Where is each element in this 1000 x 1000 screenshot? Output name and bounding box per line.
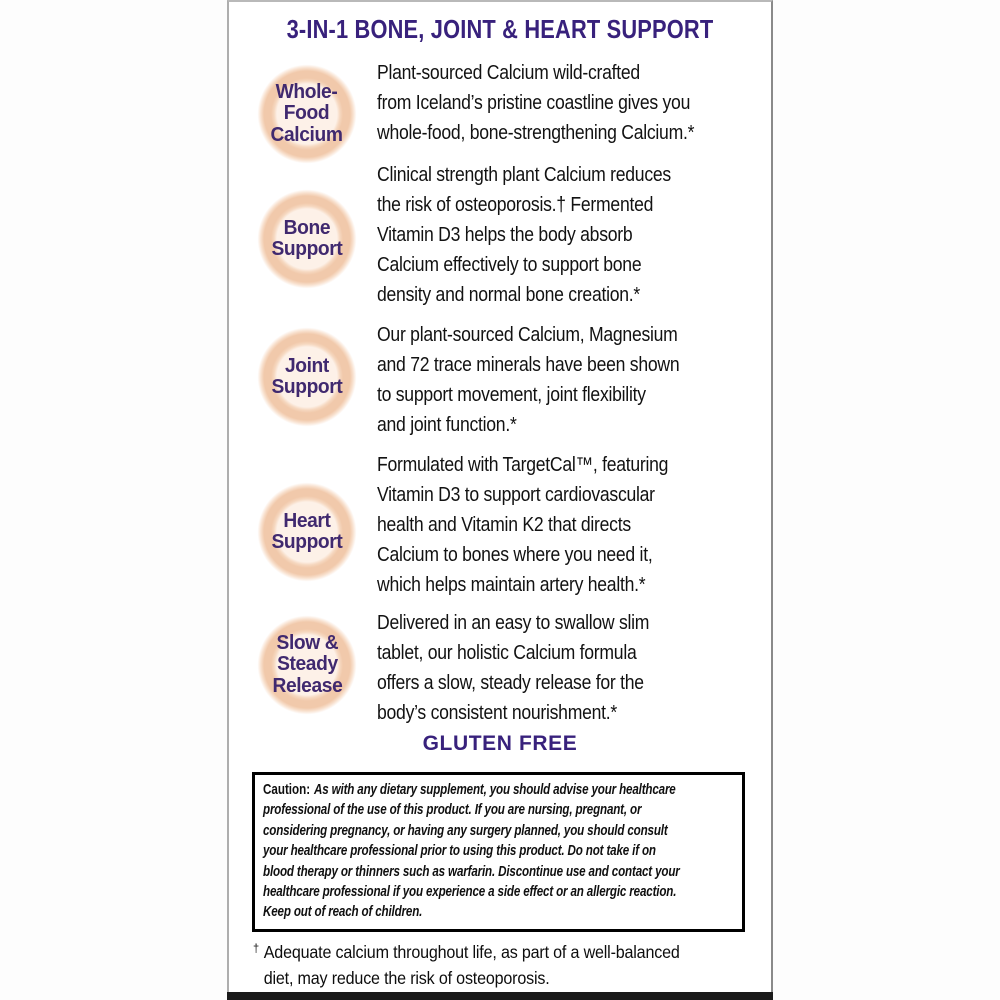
slow-steady-release-badge: [257, 615, 357, 715]
joint-support-badge: [257, 327, 357, 427]
badge-column: [255, 450, 359, 582]
benefit-row-bone-support: [255, 160, 807, 310]
badge-column: [255, 58, 359, 164]
supplement-label-panel: [227, 0, 773, 1000]
page-title: 3-IN-1 BONE, JOINT & HEART SUPPORT: [286, 14, 714, 44]
badge-label: Whole- Food Calcium: [270, 80, 343, 146]
caution-box: [252, 772, 745, 932]
benefit-row-whole-food-calcium: [255, 58, 807, 164]
benefit-text-slow-steady-release: Delivered in an easy to swallow slim tablet, our holistic Calcium formula offers a slow, steady release for the body’s consistent nourishment.*: [377, 612, 650, 724]
badge-label: Slow & Steady Release: [272, 631, 342, 697]
whole-food-calcium-badge: [257, 64, 357, 164]
gluten-free-text: GLUTEN FREE: [422, 732, 578, 755]
label-bottom-edge: [227, 992, 773, 1000]
badge-column: [255, 160, 359, 289]
benefit-text-heart-support: Formulated with TargetCal™, featuring Vitamin D3 to support cardiovascular health and Vitamin K2 that directs Calcium to bones where you need it, which helps maintain artery health.*: [377, 454, 669, 596]
benefit-text-whole-food-calcium: Plant-sourced Calcium wild-crafted from Iceland’s pristine coastline gives you whole-food, bone-strengthening Calcium.*: [377, 62, 695, 144]
badge-label: Heart Support: [271, 509, 343, 553]
badge-label: Joint Support: [271, 354, 343, 398]
caution-text: [263, 780, 734, 923]
dagger-footnote-mark: †: [253, 941, 260, 955]
badge-column: [255, 608, 359, 715]
footnote-text: Adequate calcium throughout life, as part of a well-balanced diet, may reduce the risk of osteoporosis.: [263, 942, 680, 988]
badge-label: Bone Support: [271, 216, 343, 260]
badge-column: [255, 320, 359, 427]
benefit-row-slow-steady-release: [255, 608, 807, 728]
caution-body: As with any dietary supplement, you should advise your healthcare professional of the use of this product. If you are nursing, pregnant, or considering pregnancy, or having any surgery planned, you should consult your healthcare professional prior to using this product. Do not take if on blood therapy or thinners such as warfarin. Discontinue use and contact your healthcare professional if you experience a side effect or an allergic reaction. Keep out of reach of children.: [263, 782, 680, 921]
benefit-row-joint-support: [255, 320, 807, 440]
heart-support-badge: [257, 482, 357, 582]
bone-support-badge: [257, 189, 357, 289]
benefit-row-heart-support: [255, 450, 807, 600]
benefit-text-bone-support: Clinical strength plant Calcium reduces the risk of osteoporosis.† Fermented Vitamin D3 helps the body absorb Calcium effectively to support bone density and normal bone creation.*: [377, 164, 671, 306]
benefit-text-joint-support: Our plant-sourced Calcium, Magnesium and 72 trace minerals have been shown to support movement, joint flexibility and joint function.*: [377, 324, 680, 436]
footnote: [253, 940, 768, 991]
caution-label: Caution:: [263, 782, 311, 798]
